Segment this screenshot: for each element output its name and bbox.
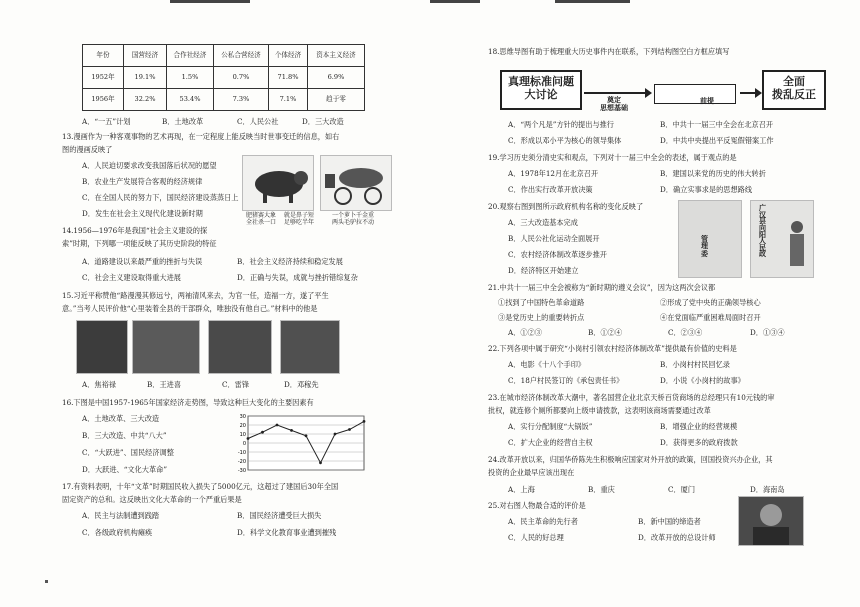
q13-option-d: D．发生在社会主义现代化建设新时期 <box>82 209 203 218</box>
chart-y-tick-label: 30 <box>239 414 246 420</box>
q15-photo-b <box>132 320 200 374</box>
sign-char: 政 <box>759 249 766 259</box>
chart-data-point <box>305 434 308 437</box>
q24-option-c: C．厦门 <box>668 485 696 494</box>
table-cell: 1.5% <box>167 67 214 89</box>
q24-stem-line: 投资的企业最早应该出现在 <box>488 468 575 477</box>
box-line: 拨乱反正 <box>772 87 816 101</box>
q25-option-b: B．新中国的缔造者 <box>638 517 701 526</box>
q16-option-a: A．土地改革、三大改造 <box>82 414 160 423</box>
q15-photo-d <box>280 320 340 374</box>
q13-caption <box>332 212 374 226</box>
q19-stem-line: 19.学习历史须分清史实和观点，下列对十一届三中全会的表述，属于观点的是 <box>488 153 737 162</box>
q16-stem-line: 16.下图是中国1957-1965年国家经济走势图，导致这种巨大变化的主要因素有 <box>62 398 314 407</box>
q14-option-d: D．正确与失误，成就与挫折错综复杂 <box>237 273 358 282</box>
q21-option-b: B．①②④ <box>588 328 623 337</box>
q24-stem-line: 24.改革开放以来，归国华侨陈先生积极响应国家对外开放的政策，回国投资兴办企业，其 <box>488 455 773 464</box>
q21-option-a: A．①②③ <box>508 328 542 337</box>
table-cell: 趋于零 <box>308 89 365 111</box>
q13-stem-line: 图的漫画反映了 <box>62 145 113 154</box>
q13-caption <box>284 212 314 226</box>
q18-blank-box <box>654 84 736 104</box>
sign-text <box>759 205 766 258</box>
chart-y-tick-label: -20 <box>237 459 246 465</box>
q24-option-d: D．海南岛 <box>750 485 785 494</box>
q16-option-b: B．三大改造、中共“八大” <box>82 431 167 440</box>
chart-data-point <box>319 461 322 464</box>
sign-char: 管 <box>701 234 708 243</box>
q19-option-c: C．作出实行改革开放决策 <box>508 185 593 194</box>
q21-item-1: ①找到了中国特色革命道路 <box>498 298 585 307</box>
q23-stem-line: 批权，就连修个厕所都要向上级申请拨款，这表明该商场需要通过改革 <box>488 406 711 415</box>
scan-speck <box>45 580 48 583</box>
q13-cartoon-pig <box>242 155 314 211</box>
q17-option-b: B．国民经济遭受巨大损失 <box>237 511 322 520</box>
q18-box-truth-debate <box>500 70 582 110</box>
q19-option-b: B．建国以来党的历史的伟大转折 <box>660 169 766 178</box>
q22-option-c: C．18户村民签订的《承包责任书》 <box>508 376 624 385</box>
q18-arrow-1 <box>584 92 646 94</box>
chart-data-point <box>276 424 279 427</box>
q25-option-a: A．民主革命的先行者 <box>508 517 578 526</box>
q13-cartoon-radish <box>320 155 392 211</box>
table-cell: 0.7% <box>214 67 269 89</box>
q22-option-a: A．电影《十八个手印》 <box>508 360 586 369</box>
q12-option-b: B．土地改革 <box>162 117 204 126</box>
q23-option-d: D．获得更多的政府拨款 <box>660 438 738 447</box>
table-header-cell: 国营经济 <box>124 45 167 67</box>
q15-stem-line: 15.习近平称赞他“路漫漫其修远兮，两袖清风来去，为官一任，造福一方，遂了平生 <box>62 291 329 300</box>
sign-char: 汉 <box>759 209 766 219</box>
arrow-label-line: 奠定 <box>607 95 621 104</box>
table-cell: 7.3% <box>214 89 269 111</box>
table-header-cell: 公私合营经济 <box>214 45 269 67</box>
q21-option-c: C．②③④ <box>668 328 703 337</box>
q15-stem-line: 意。”当考人民评价他“心里装着全县的干部群众，唯独没有他自己。”材料中的他是 <box>62 304 318 313</box>
table-cell: 1956年 <box>83 89 124 111</box>
q20-option-d: D．经济特区开始建立 <box>508 266 579 275</box>
table-cell: 71.8% <box>269 67 308 89</box>
q25-option-d: D．改革开放的总设计师 <box>638 533 716 542</box>
q14-option-c: C．社会主义建设取得重大进展 <box>82 273 181 282</box>
q13-caption <box>246 212 276 226</box>
table-cell: 32.2% <box>124 89 167 111</box>
q17-option-a: A．民主与法制遭到践踏 <box>82 511 160 520</box>
q23-option-b: B．增强企业的经营规模 <box>660 422 738 431</box>
q20-photo-government-sign <box>750 200 814 278</box>
table-row <box>83 89 365 111</box>
q16-option-c: C．“大跃进”、国民经济调整 <box>82 448 174 457</box>
q17-stem-line: 17.有资料表明，十年“文革”时期国民收入损失了5000亿元，这超过了建国后30年全国 <box>62 482 339 491</box>
q23-option-a: A．实行分配制度“大锅饭” <box>508 422 593 431</box>
arrow-label-line: 思想基础 <box>600 103 628 113</box>
chart-y-tick-label: 0 <box>242 441 246 447</box>
chart-data-point <box>247 437 250 440</box>
q24-option-b: B．重庆 <box>588 485 615 494</box>
q22-option-d: D．小说《小岗村的故事》 <box>660 376 745 385</box>
q17-option-d: D．科学文化教育事业遭到摧残 <box>237 528 337 537</box>
radish-cart-icon <box>321 156 391 210</box>
q17-stem-line: 固定资产的总和。这反映出文化大革命的一个严重后果是 <box>62 495 242 504</box>
table-header-cell: 资本主义经济 <box>308 45 365 67</box>
q15-option-c: C．雷锋 <box>222 380 250 389</box>
q17-option-c: C．各级政府机构瘫痪 <box>82 528 153 537</box>
chart-data-point <box>348 428 351 431</box>
q20-stem-line: 20.观察右图到图所示政府机构名称的变化反映了 <box>488 202 644 211</box>
q22-stem-line: 22.下列各项中属于研究“小岗村引领农村经济体制改革”提供最有价值的史料是 <box>488 344 737 353</box>
chart-data-point <box>334 433 337 436</box>
q18-stem-line: 18.思维导图有助于梳理重大历史事件内在联系，下列结构图空白方框应填写 <box>488 47 730 56</box>
q15-option-d: D．邓稼先 <box>284 380 319 389</box>
table-row <box>83 67 365 89</box>
table-header-cell: 个体经济 <box>269 45 308 67</box>
q20-option-c: C．农村经济体制改革逐步推开 <box>508 250 607 259</box>
q18-arrow-2-label: 前提 <box>700 96 714 105</box>
q25-portrait-photo <box>738 496 804 546</box>
sign-char: 委 <box>701 248 708 258</box>
q12-option-c: C．人民公社 <box>237 117 279 126</box>
pig-cartoon-icon <box>243 156 313 210</box>
q13-stem-line: 13.漫画作为一种客观事物的艺术再现，在一定程度上能反映当时世事变迁的信息，如右 <box>62 132 340 141</box>
table-header-row <box>83 45 365 67</box>
q25-option-c: C．人民的好总理 <box>508 533 564 542</box>
table-cell: 19.1% <box>124 67 167 89</box>
q25-stem-line: 25.对右图人物最合适的评价是 <box>488 501 586 510</box>
q12-option-a: A．“一五”计划 <box>82 117 131 126</box>
q14-stem-line: 索”时期，下列哪一项能反映了其历史阶段的特征 <box>62 239 217 248</box>
chart-y-tick-label: 20 <box>239 423 246 429</box>
chart-data-point <box>261 431 264 434</box>
box-line: 真理标准问题 <box>508 75 574 88</box>
q22-option-b: B．小岗村村民回忆录 <box>660 360 730 369</box>
chart-y-tick-label: 10 <box>239 432 246 438</box>
q12-option-d: D．三大改造 <box>302 117 344 126</box>
table-cell: 53.4% <box>167 89 214 111</box>
q13-option-c: C．在全国人民的努力下，国民经济建设蒸蒸日上 <box>82 193 239 202</box>
q13-option-b: B．农业生产发展符合客观的经济规律 <box>82 177 203 186</box>
q15-photo-a <box>76 320 128 374</box>
q23-stem-line: 23.在城市经济体制改革大潮中，著名国营企业北京天桥百货商场的总经理只有10元钱的审 <box>488 393 775 402</box>
sign-char: 民 <box>759 242 766 252</box>
q23-option-c: C．扩大企业的经营自主权 <box>508 438 593 447</box>
q20-option-b: B．人民公社化运动全面展开 <box>508 234 600 243</box>
sign-char: 理 <box>701 241 708 251</box>
q18-option-d: D．中共中央提出平反冤假错案工作 <box>660 136 774 145</box>
q21-item-2: ②形成了党中央的正确领导核心 <box>660 298 761 307</box>
sign-char: 广 <box>759 203 766 212</box>
q24-option-a: A．上海 <box>508 485 535 494</box>
q16-option-d: D．大跃进、“文化大革命” <box>82 465 167 474</box>
q20-option-a: A．三大改造基本完成 <box>508 218 578 227</box>
q18-option-a: A．“两个凡是”方针的提出与推行 <box>508 120 614 129</box>
q21-option-d: D．①③④ <box>750 328 785 337</box>
caption-line: 两头毛驴拉不动 <box>332 219 375 227</box>
table-cell: 6.9% <box>308 67 365 89</box>
q15-option-a: A．焦裕禄 <box>82 380 116 389</box>
table-cell: 1952年 <box>83 67 124 89</box>
right-column <box>488 0 828 607</box>
caption-line: 肥猪赛大象 <box>246 212 277 219</box>
chart-y-tick-label: -30 <box>237 468 246 474</box>
sign-text <box>701 235 708 257</box>
q20-photo-commune-sign <box>678 200 742 278</box>
q14-option-a: A．道路建设以来最严重的挫折与失误 <box>82 257 203 266</box>
q15-option-b: B．王进喜 <box>147 380 182 389</box>
q19-option-a: A．1978年12月在北京召开 <box>508 169 599 178</box>
sign-char: 人 <box>759 236 766 246</box>
q21-item-3: ③是党历史上的重要转折点 <box>498 313 585 322</box>
caption-line: 全社杀一口 <box>246 219 277 227</box>
q18-arrow-2 <box>740 92 756 94</box>
person-portrait-icon <box>739 497 803 545</box>
caption-line: 一个萝卜千金重 <box>332 212 375 219</box>
q18-option-b: B．中共十一届三中全会在北京召开 <box>660 120 774 129</box>
person-silhouette-icon <box>787 219 807 269</box>
scan-edge-mark <box>430 0 480 3</box>
q19-option-d: D．确立实事求是的思想路线 <box>660 185 753 194</box>
chart-y-tick-label: -10 <box>237 450 246 456</box>
caption-line: 就是鼻子短 <box>284 212 315 219</box>
table-cell: 7.1% <box>269 89 308 111</box>
sign-char: 阳 <box>759 229 766 239</box>
q18-option-c: C．形成以邓小平为核心的领导集体 <box>508 136 622 145</box>
sign-char: 县 <box>759 216 766 226</box>
chart-data-point <box>363 420 366 423</box>
table-header-cell: 年份 <box>83 45 124 67</box>
q18-arrow-1-label <box>600 96 628 113</box>
economy-trend-chart <box>230 412 370 474</box>
box-line: 大讨论 <box>524 87 558 101</box>
ownership-table <box>82 44 365 111</box>
table-header-cell: 合作社经济 <box>167 45 214 67</box>
box-line: 全面 <box>783 75 805 88</box>
q13-option-a: A．人民迫切要求改变我国落后状况的愿望 <box>82 161 217 170</box>
q15-photo-c <box>208 320 272 374</box>
q21-stem-line: 21.中共十一届三中全会被称为“新时期的遵义会议”，因为这两次会议都 <box>488 283 716 292</box>
q18-box-restore-order <box>762 70 826 110</box>
chart-data-point <box>290 429 293 432</box>
left-column <box>62 0 432 607</box>
sign-char: 向 <box>759 222 766 232</box>
q14-option-b: B．社会主义经济持续和稳定发展 <box>237 257 343 266</box>
caption-line: 足够吃半年 <box>284 219 315 227</box>
q14-stem-line: 14.1956—1976年是我国“社会主义建设的探 <box>62 226 208 235</box>
q21-item-4: ④在党面临严重困难局面时召开 <box>660 313 761 322</box>
